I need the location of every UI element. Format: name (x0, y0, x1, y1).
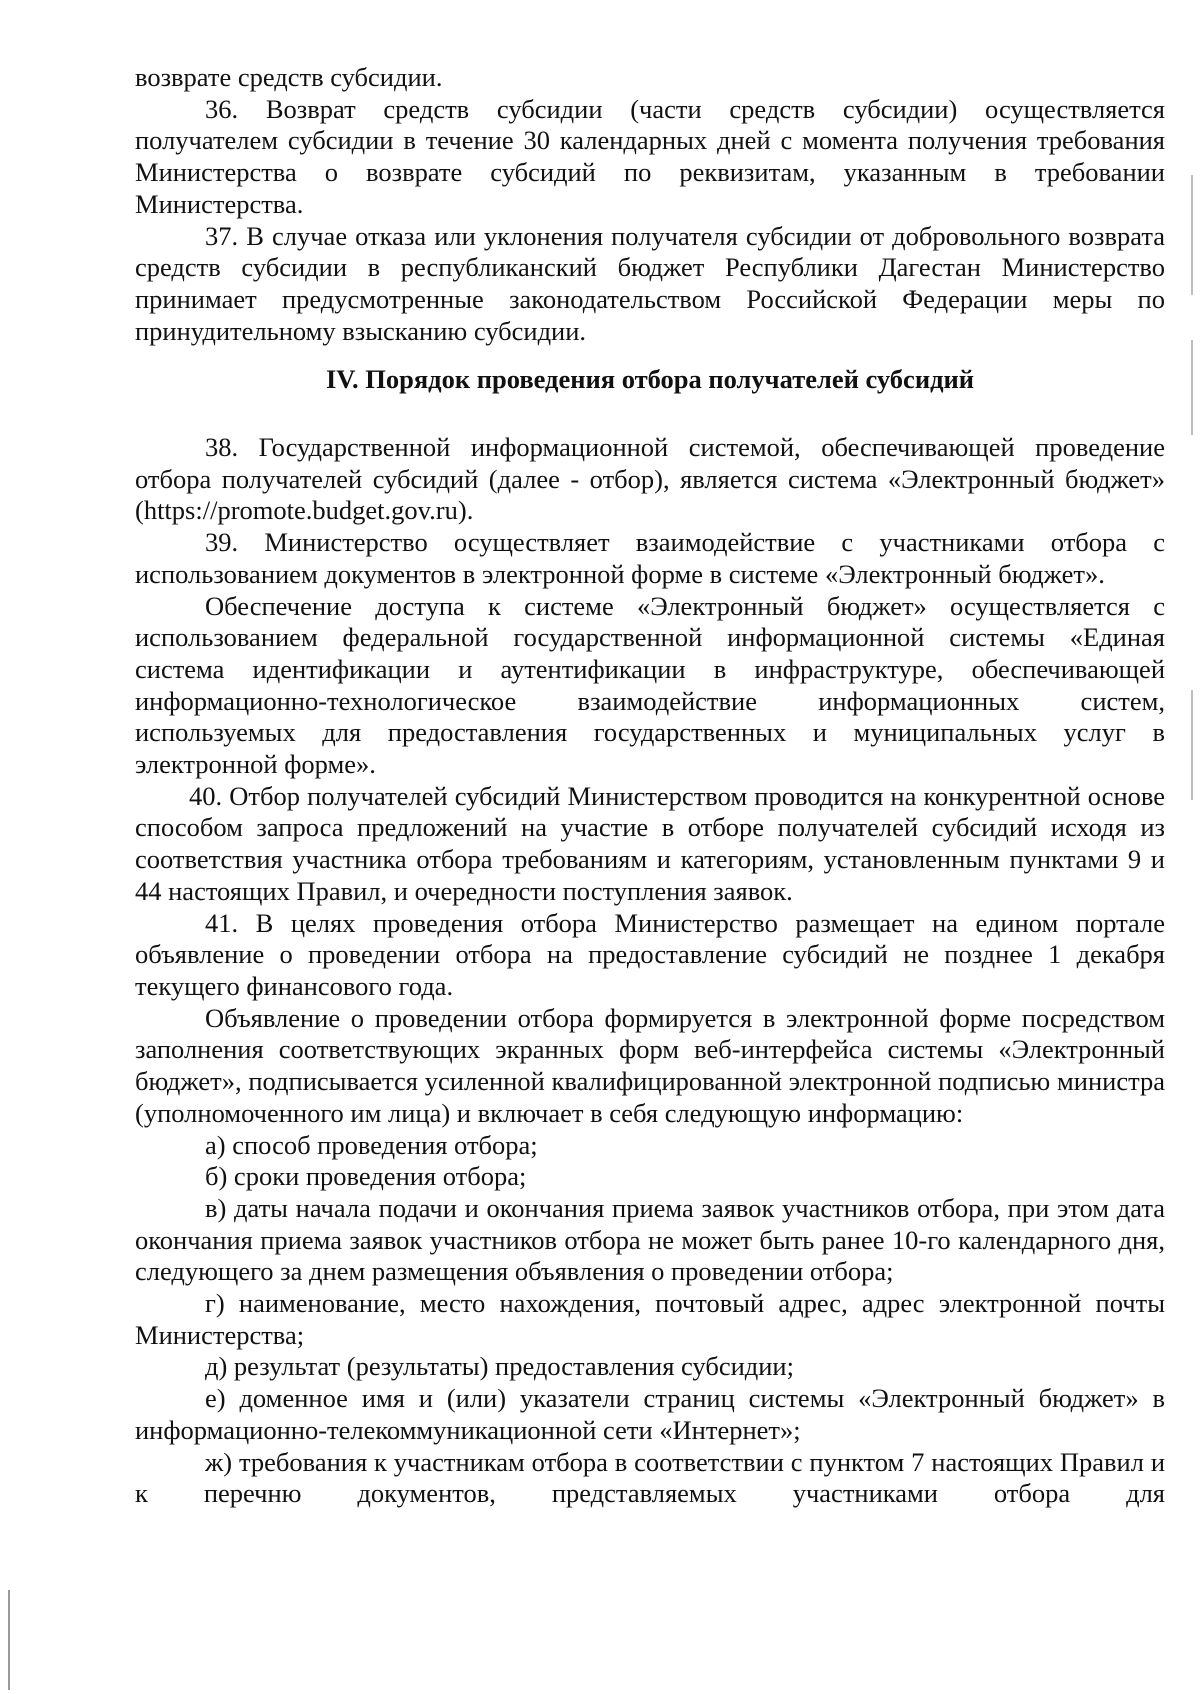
paragraph-continuation: возврате средств субсидии. (135, 62, 443, 92)
list-item-v: в) даты начала подачи и окончания приема заявок участников отбора, при этом дата окончания приема заявок участников отбора не может быть ранее 10-го календарного дня, следующего за днем размещения объявления о проведении отбора; (135, 1192, 1165, 1287)
list-item-g: г) наименование, место нахождения, почтовый адрес, адрес электронной почты Министерства; (135, 1288, 1165, 1350)
list-item-e: е) доменное имя и (или) указатели страниц системы «Электронный бюджет» в информационно-телекоммуникационной сети «Интернет»; (135, 1383, 1165, 1445)
scan-margin-mark (1191, 340, 1193, 435)
paragraph-39-access: Обеспечение доступа к системе «Электронный бюджет» осуществляется с использованием федеральной государственной информационной системы «Единая система идентификации и аутентификации в инфраструктуре, обеспечивающей информационно-технологическое взаимодействие информационных систем, используемых для предоставления государственных и муниципальных услуг в электронной форме». (135, 590, 1165, 780)
paragraph-40: 40. Отбор получателей субсидий Министерством проводится на конкурентной основе способом запроса предложений на участие в отборе получателей субсидий исходя из соответствия участника отбора требованиям и категориям, установленным пунктами 9 и 44 настоящих Правил, и очередности поступления заявок. (135, 780, 1165, 906)
paragraph-38: 38. Государственной информационной системой, обеспечивающей проведение отбора получателей субсидий (далее - отбор), является система «Электронный бюджет» (https://promote.budget.gov.ru). (135, 432, 1165, 526)
scan-margin-mark (1191, 175, 1193, 295)
section-heading: IV. Порядок проведения отбора получателей субсидий (325, 364, 975, 395)
scan-margin-mark (1191, 690, 1193, 800)
document-page (135, 62, 1165, 1510)
paragraph-39: 39. Министерство осуществляет взаимодействие с участниками отбора с использованием документов в электронной форме в системе «Электронный бюджет». (135, 527, 1165, 589)
paragraph-37: 37. В случае отказа или уклонения получателя субсидии от добровольного возврата средств субсидии в республиканский бюджет Республики Дагестан Министерство принимает предусмотренные законодательством Российской Федерации меры по принудительному взысканию субсидии. (135, 220, 1165, 346)
list-item-b: б) сроки проведения отбора; (205, 1161, 527, 1192)
list-item-zh: ж) требования к участникам отбора в соответствии с пунктом 7 настоящих Правил и к перечню документов, представляемых участниками отбора для (135, 1446, 1165, 1509)
list-item-d: д) результат (результаты) предоставления субсидии; (205, 1351, 794, 1382)
scan-margin-mark (8, 1590, 10, 1690)
paragraph-41: 41. В целях проведения отбора Министерство размещает на едином портале объявление о проведении отбора на предоставление субсидий не позднее 1 декабря текущего финансового года. (135, 907, 1165, 1001)
paragraph-41-announcement: Объявление о проведении отбора формируется в электронной форме посредством заполнения соответствующих экранных форм веб-интерфейса системы «Электронный бюджет», подписывается усиленной квалифицированной электронной подписью министра (уполномоченного им лица) и включает в себя следующую информацию: (135, 1002, 1165, 1128)
paragraph-36: 36. Возврат средств субсидии (части средств субсидии) осуществляется получателем субсидии в течение 30 календарных дней с момента получения требования Министерства о возврате субсидий по реквизитам, указанным в требовании Министерства. (135, 93, 1165, 219)
list-item-a: а) способ проведения отбора; (205, 1129, 538, 1160)
